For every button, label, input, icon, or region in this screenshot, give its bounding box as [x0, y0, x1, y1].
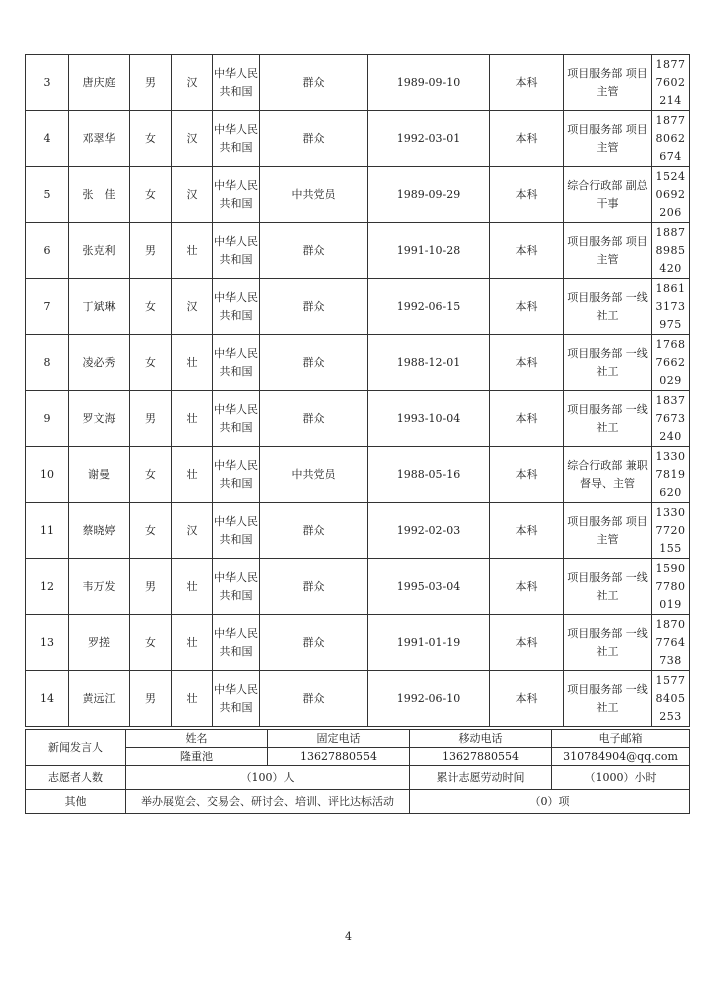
- staff-gender: 女: [130, 279, 172, 335]
- staff-political-status: 群众: [260, 503, 368, 559]
- staff-nationality: 中华人民共和国: [213, 671, 260, 727]
- staff-phone: 13307720155: [652, 503, 690, 559]
- staff-political-status: 群众: [260, 671, 368, 727]
- staff-gender: 女: [130, 503, 172, 559]
- staff-table-body: [26, 55, 690, 727]
- staff-phone: 15907780019: [652, 559, 690, 615]
- row-number: 11: [26, 503, 69, 559]
- staff-phone: 18613173975: [652, 279, 690, 335]
- row-number: 5: [26, 167, 69, 223]
- row-number: 8: [26, 335, 69, 391]
- staff-nationality: 中华人民共和国: [213, 335, 260, 391]
- row-number: 10: [26, 447, 69, 503]
- other-count: （0）项: [410, 790, 690, 814]
- staff-phone: 18878985420: [652, 223, 690, 279]
- spokesperson-email-header: 电子邮箱: [552, 730, 690, 748]
- spokesperson-email: 310784904@qq.com: [552, 748, 690, 766]
- staff-gender: 女: [130, 447, 172, 503]
- staff-nationality: 中华人民共和国: [213, 391, 260, 447]
- other-row: [26, 790, 690, 814]
- staff-phone: 15240692206: [652, 167, 690, 223]
- staff-ethnic: 壮: [172, 391, 213, 447]
- staff-education: 本科: [490, 615, 564, 671]
- staff-name: 蔡晓婷: [69, 503, 130, 559]
- page-number: 4: [345, 930, 352, 943]
- staff-row: [26, 503, 690, 559]
- staff-position: 项目服务部 项目主管: [564, 223, 652, 279]
- staff-nationality: 中华人民共和国: [213, 503, 260, 559]
- staff-birth-date: 1991-10-28: [368, 223, 490, 279]
- staff-position: 项目服务部 一线社工: [564, 335, 652, 391]
- staff-position: 综合行政部 兼职督导、主管: [564, 447, 652, 503]
- staff-ethnic: 汉: [172, 167, 213, 223]
- staff-education: 本科: [490, 223, 564, 279]
- staff-name: 罗文海: [69, 391, 130, 447]
- staff-position: 项目服务部 一线社工: [564, 671, 652, 727]
- staff-row: [26, 55, 690, 111]
- volunteer-count-label: 志愿者人数: [26, 766, 126, 790]
- staff-row: [26, 223, 690, 279]
- staff-phone: 18777602214: [652, 55, 690, 111]
- staff-birth-date: 1991-01-19: [368, 615, 490, 671]
- spokesperson-mobile: 13627880554: [410, 748, 552, 766]
- spokesperson-header-row: [26, 730, 690, 748]
- staff-birth-date: 1988-05-16: [368, 447, 490, 503]
- staff-ethnic: 汉: [172, 55, 213, 111]
- staff-political-status: 群众: [260, 55, 368, 111]
- staff-phone: 13307819620: [652, 447, 690, 503]
- staff-gender: 男: [130, 671, 172, 727]
- staff-nationality: 中华人民共和国: [213, 615, 260, 671]
- staff-ethnic: 壮: [172, 671, 213, 727]
- staff-ethnic: 壮: [172, 335, 213, 391]
- staff-row: [26, 335, 690, 391]
- staff-gender: 女: [130, 111, 172, 167]
- spokesperson-landline: 13627880554: [268, 748, 410, 766]
- staff-birth-date: 1992-06-10: [368, 671, 490, 727]
- staff-ethnic: 壮: [172, 223, 213, 279]
- staff-nationality: 中华人民共和国: [213, 167, 260, 223]
- row-number: 3: [26, 55, 69, 111]
- staff-row: [26, 391, 690, 447]
- staff-name: 丁斌琳: [69, 279, 130, 335]
- staff-row: [26, 447, 690, 503]
- staff-name: 凌必秀: [69, 335, 130, 391]
- staff-birth-date: 1992-02-03: [368, 503, 490, 559]
- staff-political-status: 群众: [260, 111, 368, 167]
- row-number: 6: [26, 223, 69, 279]
- staff-ethnic: 壮: [172, 447, 213, 503]
- spokesperson-name: 隆重池: [126, 748, 268, 766]
- staff-birth-date: 1993-10-04: [368, 391, 490, 447]
- staff-political-status: 群众: [260, 615, 368, 671]
- staff-gender: 女: [130, 167, 172, 223]
- staff-nationality: 中华人民共和国: [213, 447, 260, 503]
- staff-phone: 18778062674: [652, 111, 690, 167]
- staff-table: [25, 54, 690, 727]
- volunteer-hours-label: 累计志愿劳动时间: [410, 766, 552, 790]
- staff-name: 罗搓: [69, 615, 130, 671]
- summary-table: [25, 729, 690, 814]
- staff-education: 本科: [490, 279, 564, 335]
- staff-birth-date: 1989-09-10: [368, 55, 490, 111]
- row-number: 12: [26, 559, 69, 615]
- staff-position: 综合行政部 副总干事: [564, 167, 652, 223]
- staff-position: 项目服务部 一线社工: [564, 391, 652, 447]
- staff-education: 本科: [490, 391, 564, 447]
- row-number: 4: [26, 111, 69, 167]
- staff-education: 本科: [490, 447, 564, 503]
- staff-position: 项目服务部 项目主管: [564, 503, 652, 559]
- staff-nationality: 中华人民共和国: [213, 279, 260, 335]
- staff-political-status: 群众: [260, 279, 368, 335]
- staff-position: 项目服务部 项目主管: [564, 55, 652, 111]
- staff-political-status: 群众: [260, 391, 368, 447]
- staff-birth-date: 1992-06-15: [368, 279, 490, 335]
- staff-nationality: 中华人民共和国: [213, 111, 260, 167]
- row-number: 14: [26, 671, 69, 727]
- staff-position: 项目服务部 一线社工: [564, 615, 652, 671]
- staff-political-status: 中共党员: [260, 167, 368, 223]
- staff-name: 张克利: [69, 223, 130, 279]
- staff-row: [26, 615, 690, 671]
- staff-row: [26, 111, 690, 167]
- staff-education: 本科: [490, 503, 564, 559]
- staff-gender: 男: [130, 559, 172, 615]
- staff-ethnic: 壮: [172, 559, 213, 615]
- row-number: 7: [26, 279, 69, 335]
- staff-political-status: 群众: [260, 335, 368, 391]
- staff-education: 本科: [490, 167, 564, 223]
- other-label: 其他: [26, 790, 126, 814]
- staff-ethnic: 壮: [172, 615, 213, 671]
- staff-name: 邓翠华: [69, 111, 130, 167]
- staff-row: [26, 559, 690, 615]
- staff-row: [26, 167, 690, 223]
- staff-education: 本科: [490, 335, 564, 391]
- staff-name: 张 佳: [69, 167, 130, 223]
- staff-birth-date: 1989-09-29: [368, 167, 490, 223]
- staff-gender: 女: [130, 615, 172, 671]
- volunteer-count: （100）人: [126, 766, 410, 790]
- staff-name: 谢曼: [69, 447, 130, 503]
- spokesperson-mobile-header: 移动电话: [410, 730, 552, 748]
- row-number: 13: [26, 615, 69, 671]
- staff-phone: 18377673240: [652, 391, 690, 447]
- staff-ethnic: 汉: [172, 279, 213, 335]
- staff-phone: 15778405253: [652, 671, 690, 727]
- staff-political-status: 中共党员: [260, 447, 368, 503]
- spokesperson-landline-header: 固定电话: [268, 730, 410, 748]
- staff-name: 黄远江: [69, 671, 130, 727]
- staff-name: 韦万发: [69, 559, 130, 615]
- row-number: 9: [26, 391, 69, 447]
- staff-education: 本科: [490, 671, 564, 727]
- other-activity: 举办展览会、交易会、研讨会、培训、评比达标活动: [126, 790, 410, 814]
- staff-education: 本科: [490, 111, 564, 167]
- spokesperson-label: 新闻发言人: [26, 730, 126, 766]
- spokesperson-name-header: 姓名: [126, 730, 268, 748]
- staff-gender: 女: [130, 335, 172, 391]
- staff-row: [26, 671, 690, 727]
- staff-ethnic: 汉: [172, 111, 213, 167]
- staff-row: [26, 279, 690, 335]
- staff-name: 唐庆庭: [69, 55, 130, 111]
- staff-nationality: 中华人民共和国: [213, 559, 260, 615]
- staff-nationality: 中华人民共和国: [213, 55, 260, 111]
- staff-birth-date: 1992-03-01: [368, 111, 490, 167]
- staff-birth-date: 1988-12-01: [368, 335, 490, 391]
- staff-gender: 男: [130, 223, 172, 279]
- volunteer-hours: （1000）小时: [552, 766, 690, 790]
- staff-gender: 男: [130, 55, 172, 111]
- staff-nationality: 中华人民共和国: [213, 223, 260, 279]
- staff-birth-date: 1995-03-04: [368, 559, 490, 615]
- staff-position: 项目服务部 一线社工: [564, 559, 652, 615]
- volunteer-row: [26, 766, 690, 790]
- staff-ethnic: 汉: [172, 503, 213, 559]
- spokesperson-value-row: [26, 748, 690, 766]
- staff-gender: 男: [130, 391, 172, 447]
- staff-political-status: 群众: [260, 559, 368, 615]
- staff-position: 项目服务部 项目主管: [564, 111, 652, 167]
- staff-education: 本科: [490, 559, 564, 615]
- staff-political-status: 群众: [260, 223, 368, 279]
- staff-position: 项目服务部 一线社工: [564, 279, 652, 335]
- staff-phone: 18707764738: [652, 615, 690, 671]
- staff-phone: 17687662029: [652, 335, 690, 391]
- staff-education: 本科: [490, 55, 564, 111]
